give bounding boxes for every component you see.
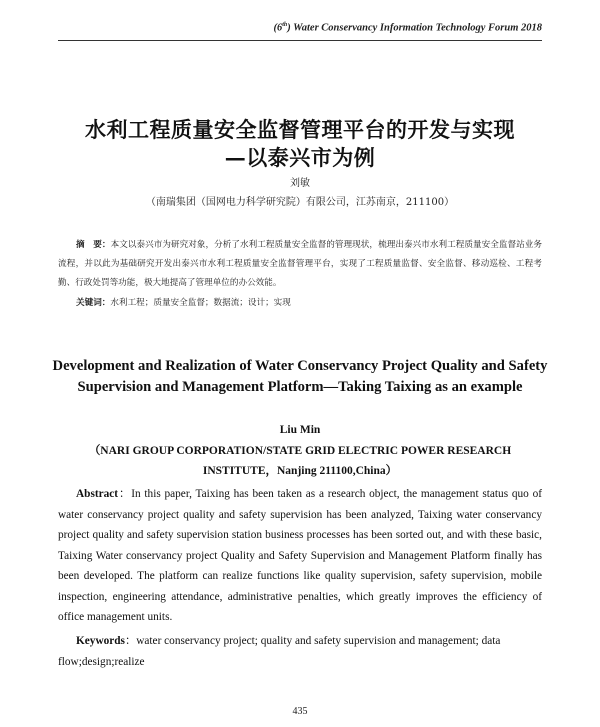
- cn-affiliation: （南瑞集团（国网电力科学研究院）有限公司，江苏南京，211100）: [145, 197, 455, 208]
- cn-abstract: [58, 236, 542, 293]
- cn-title-line2: —以泰兴市为例: [224, 145, 376, 170]
- cn-keywords-text: 水利工程；质量安全监督；数据流；设计；实现: [110, 298, 291, 308]
- cn-abstract-label: 摘 要：: [76, 240, 111, 250]
- running-header-forum: ) Water Conservancy Information Technology Forum 2018: [287, 22, 542, 34]
- cn-author: 刘敏: [290, 178, 310, 189]
- en-abstract-label: Abstract: [76, 488, 119, 500]
- en-keywords-text: ：water conservancy project; quality and safety supervision and management; data flow;design;realize: [58, 635, 501, 668]
- en-title: Development and Realization of Water Conservancy Project Quality and Safety Supervision and Management Platform—Taking Taixing as an example: [52, 358, 548, 395]
- cn-title-line1: 水利工程质量安全监督管理平台的开发与实现: [85, 117, 515, 142]
- en-keywords: [58, 631, 542, 672]
- running-header: [58, 22, 542, 34]
- en-keywords-label: Keywords: [76, 635, 125, 647]
- page-number: 435: [292, 706, 308, 717]
- en-affiliation: （NARI GROUP CORPORATION/STATE GRID ELECTRIC POWER RESEARCH INSTITUTE，Nanjing 211100,China）: [88, 445, 512, 477]
- running-header-superscript: th: [282, 22, 288, 28]
- cn-keywords-label: 关键词：: [76, 298, 111, 308]
- running-header-prefix: (6: [273, 22, 283, 34]
- en-abstract-text: ：In this paper, Taixing has been taken as a research object, the management status quo of water conservancy project quality and safety supervision has been analyzed, Taixing water conservancy project quality and safety supervision station business processes has been sorted out, and with these basic, Taixing Water conservancy project Quality and Safety Supervision and Management Platform finally has been developed. The platform can realize functions like quality supervision, safety supervision, mobile inspection, engineering attendance, administrative penalties, which greatly improves the efficiency of office management units.: [58, 488, 542, 623]
- cn-abstract-text: 本文以泰兴市为研究对象，分析了水利工程质量安全监督的管理现状，梳理出泰兴市水利工程质量安全监督站业务流程，并以此为基础研究开发出泰兴市水利工程质量安全监督管理平台，实现了工程质量监督、安全监督、移动巡检、工程考勤、行政处罚等功能，极大地提高了管理单位的办公效能。: [58, 240, 542, 288]
- en-abstract: [58, 484, 542, 628]
- en-author: Liu Min: [279, 424, 321, 436]
- header-rule: [58, 40, 542, 41]
- cn-keywords: [58, 296, 542, 308]
